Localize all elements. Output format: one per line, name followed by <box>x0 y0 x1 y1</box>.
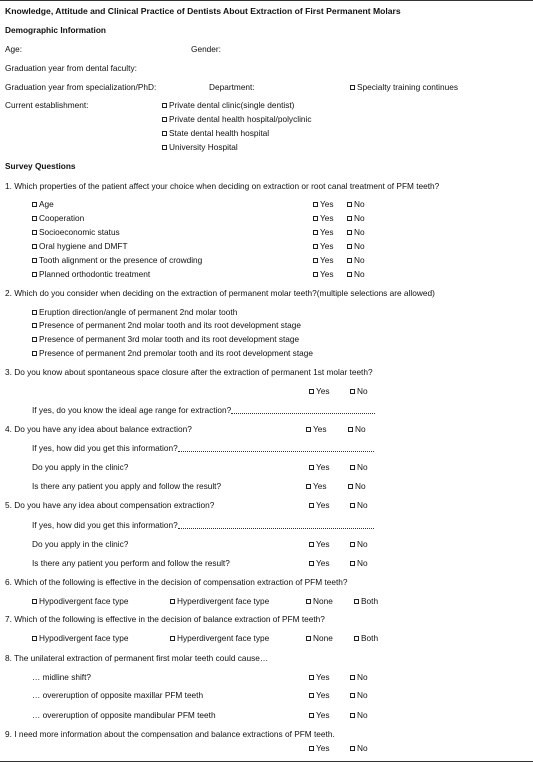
q2-item[interactable]: Presence of permanent 3rd molar tooth and its root development stage <box>32 334 299 344</box>
top-rule <box>0 0 533 1</box>
checkbox-icon[interactable] <box>313 230 318 235</box>
checkbox-icon[interactable] <box>162 131 167 136</box>
question-9: 9. I need more information about the compensation and balance extractions of PFM teeth. <box>5 729 335 739</box>
yes-option[interactable]: Yes <box>313 199 334 209</box>
checkbox-icon[interactable] <box>162 145 167 150</box>
establishment-option[interactable]: State dental health hospital <box>162 128 269 138</box>
checkbox-icon[interactable] <box>309 675 314 680</box>
q5-patient: Is there any patient you perform and follow the result? <box>32 558 230 568</box>
option-hypodivergent[interactable]: Hypodivergent face type <box>32 633 128 643</box>
checkbox-icon[interactable] <box>350 542 355 547</box>
checkbox-icon[interactable] <box>350 561 355 566</box>
no-option[interactable]: No <box>347 269 365 279</box>
checkbox-icon[interactable] <box>313 202 318 207</box>
checkbox-icon[interactable] <box>350 713 355 718</box>
q1-item[interactable]: Cooperation <box>32 213 84 223</box>
answer-line[interactable] <box>178 521 374 529</box>
checkbox-icon[interactable] <box>350 389 355 394</box>
checkbox-icon[interactable] <box>347 216 352 221</box>
no-option[interactable]: No <box>350 710 368 720</box>
no-option[interactable]: No <box>350 462 368 472</box>
yes-option[interactable]: Yes <box>313 213 334 223</box>
q5-how: If yes, how did you get this information? <box>32 520 374 530</box>
establishment-label: Current establishment: <box>5 100 89 110</box>
checkbox-icon[interactable] <box>306 427 311 432</box>
option-hyperdivergent[interactable]: Hyperdivergent face type <box>170 633 269 643</box>
yes-option[interactable]: Yes <box>309 690 330 700</box>
question-8: 8. The unilateral extraction of permanent first molar teeth could cause… <box>5 653 269 663</box>
no-option[interactable]: No <box>347 241 365 251</box>
checkbox-icon[interactable] <box>32 323 37 328</box>
department-label: Department: <box>209 82 255 92</box>
option-none[interactable]: None <box>306 633 333 643</box>
q4-apply: Do you apply in the clinic? <box>32 462 129 472</box>
checkbox-icon[interactable] <box>32 230 37 235</box>
answer-line[interactable] <box>178 444 374 452</box>
yes-option[interactable]: Yes <box>313 269 334 279</box>
option-none[interactable]: None <box>306 596 333 606</box>
yes-option[interactable]: Yes <box>313 255 334 265</box>
no-option[interactable]: No <box>347 227 365 237</box>
question-2: 2. Which do you consider when deciding on the extraction of permanent molar teeth?(multiple selections are allowed) <box>5 288 435 298</box>
no-option[interactable]: No <box>350 558 368 568</box>
grad-dental-label: Graduation year from dental faculty: <box>5 63 137 73</box>
option-both[interactable]: Both <box>354 596 378 606</box>
no-option[interactable]: No <box>347 213 365 223</box>
checkbox-icon[interactable] <box>162 103 167 108</box>
yes-option[interactable]: Yes <box>309 462 330 472</box>
checkbox-icon[interactable] <box>350 85 355 90</box>
checkbox-icon[interactable] <box>313 216 318 221</box>
q4-patient: Is there any patient you apply and follow the result? <box>32 481 222 491</box>
checkbox-icon[interactable] <box>32 244 37 249</box>
no-option[interactable]: No <box>347 199 365 209</box>
q8-item: … overeruption of opposite maxillar PFM teeth <box>32 690 204 700</box>
checkbox-icon[interactable] <box>309 746 314 751</box>
checkbox-icon[interactable] <box>313 244 318 249</box>
checkbox-icon[interactable] <box>32 258 37 263</box>
demographic-heading: Demographic Information <box>5 25 106 35</box>
no-option[interactable]: No <box>350 743 368 753</box>
checkbox-icon[interactable] <box>350 693 355 698</box>
no-option[interactable]: No <box>350 386 368 396</box>
specialty-option[interactable]: Specialty training continues <box>350 82 458 92</box>
option-both[interactable]: Both <box>354 633 378 643</box>
survey-heading: Survey Questions <box>5 161 76 171</box>
q8-item: … midline shift? <box>32 672 92 682</box>
question-4: 4. Do you have any idea about balance extraction? <box>5 424 192 434</box>
checkbox-icon[interactable] <box>32 351 37 356</box>
checkbox-icon[interactable] <box>347 258 352 263</box>
q8-item: … overeruption of opposite mandibular PFM teeth <box>32 710 216 720</box>
checkbox-icon[interactable] <box>32 599 37 604</box>
question-7: 7. Which of the following is effective in the decision of balance extraction of PFM teeth? <box>5 614 325 624</box>
checkbox-icon[interactable] <box>350 746 355 751</box>
yes-option[interactable]: Yes <box>309 672 330 682</box>
q2-item[interactable]: Eruption direction/angle of permanent 2nd molar tooth <box>32 307 237 317</box>
yes-option[interactable]: Yes <box>309 500 330 510</box>
checkbox-icon[interactable] <box>348 427 353 432</box>
q2-item[interactable]: Presence of permanent 2nd molar tooth and its root development stage <box>32 320 301 330</box>
checkbox-icon[interactable] <box>32 636 37 641</box>
yes-option[interactable]: Yes <box>309 710 330 720</box>
yes-option[interactable]: Yes <box>313 227 334 237</box>
checkbox-icon[interactable] <box>354 636 359 641</box>
q1-item[interactable]: Planned orthodontic treatment <box>32 269 150 279</box>
checkbox-icon[interactable] <box>306 484 311 489</box>
answer-line[interactable] <box>231 406 375 414</box>
checkbox-icon[interactable] <box>313 258 318 263</box>
bottom-rule <box>0 761 533 762</box>
establishment-option[interactable]: Private dental clinic(single dentist) <box>162 100 294 110</box>
checkbox-icon[interactable] <box>309 693 314 698</box>
checkbox-icon[interactable] <box>348 484 353 489</box>
no-option[interactable]: No <box>348 424 366 434</box>
gender-label: Gender: <box>191 44 221 54</box>
q5-apply: Do you apply in the clinic? <box>32 539 129 549</box>
checkbox-icon[interactable] <box>32 216 37 221</box>
yes-option[interactable]: Yes <box>306 424 327 434</box>
grad-spec-label: Graduation year from specialization/PhD: <box>5 82 157 92</box>
question-6: 6. Which of the following is effective in the decision of compensation extraction of PFM teeth? <box>5 577 348 587</box>
checkbox-icon[interactable] <box>309 465 314 470</box>
checkbox-icon[interactable] <box>306 636 311 641</box>
question-3: 3. Do you know about spontaneous space closure after the extraction of permanent 1st molar teeth? <box>5 367 373 377</box>
no-option[interactable]: No <box>347 255 365 265</box>
checkbox-icon[interactable] <box>347 272 352 277</box>
no-option[interactable]: No <box>350 690 368 700</box>
q1-item[interactable]: Socioeconomic status <box>32 227 120 237</box>
checkbox-icon[interactable] <box>32 337 37 342</box>
document-title: Knowledge, Attitude and Clinical Practice of Dentists About Extraction of First Permanent Molars <box>5 6 401 16</box>
q4-how: If yes, how did you get this information? <box>32 443 374 453</box>
checkbox-icon[interactable] <box>347 244 352 249</box>
no-option[interactable]: No <box>350 539 368 549</box>
checkbox-icon[interactable] <box>32 310 37 315</box>
checkbox-icon[interactable] <box>162 117 167 122</box>
yes-option[interactable]: Yes <box>309 558 330 568</box>
yes-option[interactable]: Yes <box>309 386 330 396</box>
no-option[interactable]: No <box>350 672 368 682</box>
checkbox-icon[interactable] <box>309 389 314 394</box>
yes-option[interactable]: Yes <box>313 241 334 251</box>
establishment-option[interactable]: Private dental health hospital/polyclinic <box>162 114 312 124</box>
checkbox-icon[interactable] <box>32 272 37 277</box>
option-hypodivergent[interactable]: Hypodivergent face type <box>32 596 128 606</box>
option-hyperdivergent[interactable]: Hyperdivergent face type <box>170 596 269 606</box>
checkbox-icon[interactable] <box>309 542 314 547</box>
q1-item[interactable]: Age <box>32 199 54 209</box>
checkbox-icon[interactable] <box>350 465 355 470</box>
checkbox-icon[interactable] <box>347 202 352 207</box>
yes-option[interactable]: Yes <box>309 743 330 753</box>
checkbox-icon[interactable] <box>32 202 37 207</box>
question-5: 5. Do you have any idea about compensation extraction? <box>5 500 215 510</box>
checkbox-icon[interactable] <box>170 599 175 604</box>
checkbox-icon[interactable] <box>309 713 314 718</box>
age-label: Age: <box>5 44 23 54</box>
checkbox-icon[interactable] <box>354 599 359 604</box>
q3-followup: If yes, do you know the ideal age range for extraction? <box>32 405 375 415</box>
q2-item[interactable]: Presence of permanent 2nd premolar tooth and its root development stage <box>32 348 313 358</box>
yes-option[interactable]: Yes <box>306 481 327 491</box>
yes-option[interactable]: Yes <box>309 539 330 549</box>
establishment-option[interactable]: University Hospital <box>162 142 238 152</box>
no-option[interactable]: No <box>350 500 368 510</box>
checkbox-icon[interactable] <box>350 503 355 508</box>
question-1: 1. Which properties of the patient affect your choice when deciding on extraction or root canal treatment of PFM teeth? <box>5 181 440 191</box>
checkbox-icon[interactable] <box>347 230 352 235</box>
checkbox-icon[interactable] <box>313 272 318 277</box>
no-option[interactable]: No <box>348 481 366 491</box>
checkbox-icon[interactable] <box>309 503 314 508</box>
checkbox-icon[interactable] <box>309 561 314 566</box>
q1-item[interactable]: Oral hygiene and DMFT <box>32 241 128 251</box>
q1-item[interactable]: Tooth alignment or the presence of crowding <box>32 255 202 265</box>
checkbox-icon[interactable] <box>170 636 175 641</box>
checkbox-icon[interactable] <box>350 675 355 680</box>
checkbox-icon[interactable] <box>306 599 311 604</box>
